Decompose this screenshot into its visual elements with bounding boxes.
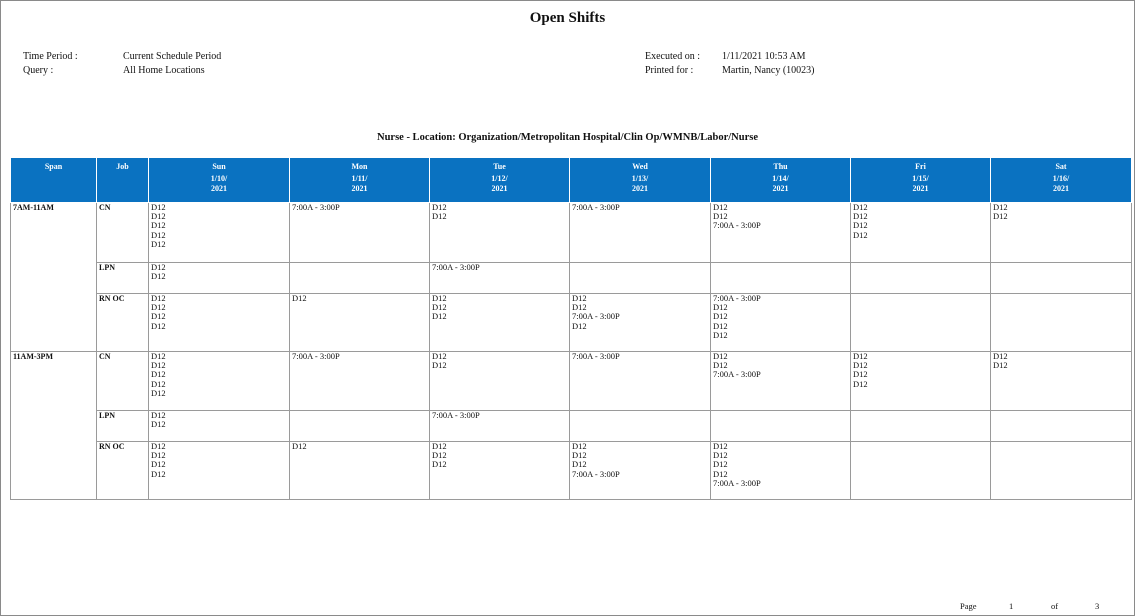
- table-row: [11, 352, 1132, 411]
- shift-entry: D12: [853, 360, 868, 371]
- shift-entry: D12: [151, 293, 166, 303]
- header-year: 2021: [632, 184, 648, 193]
- shift-entry: D12: [853, 211, 868, 222]
- shift-entry: D12: [713, 329, 728, 340]
- shift-cell: [149, 203, 290, 263]
- shift-entry: D12: [151, 441, 166, 451]
- shift-entry: D12: [432, 459, 447, 470]
- shift-cell: [851, 203, 991, 263]
- shift-entry: D12: [713, 459, 728, 470]
- shift-entry: D12: [151, 369, 166, 380]
- job-cell: RN OC: [97, 294, 149, 352]
- header-year: 2021: [912, 184, 929, 193]
- shift-entry: D12: [151, 459, 166, 470]
- header-year: 2021: [211, 184, 227, 193]
- column-header: [149, 158, 290, 203]
- table-row: [11, 294, 1132, 352]
- job-cell: CN: [97, 203, 149, 263]
- query-value: All Home Locations: [123, 65, 205, 76]
- column-header: [430, 158, 570, 203]
- shift-cell: [991, 411, 1132, 442]
- shift-entry: D12: [713, 202, 728, 212]
- span-cell: 11AM-3PM: [11, 352, 97, 500]
- job-cell: LPN: [97, 263, 149, 294]
- shift-cell: [711, 411, 851, 442]
- shift-cell: [149, 352, 290, 411]
- shift-entry: D12: [151, 351, 166, 361]
- job-cell: CN: [97, 352, 149, 411]
- header-day: Thu: [773, 162, 788, 171]
- executed-value: 1/11/2021 10:53 AM: [722, 51, 806, 62]
- shift-cell: [991, 203, 1132, 263]
- shift-cell: [711, 352, 851, 411]
- shift-cell: [290, 263, 430, 294]
- shift-cell: [430, 203, 570, 263]
- shift-cell: [290, 411, 430, 442]
- shift-entry: D12: [151, 410, 166, 420]
- header-date: 1/11/: [351, 174, 368, 183]
- shift-cell: [290, 352, 430, 411]
- shift-entry: D12: [151, 320, 166, 331]
- shift-entry: D12: [432, 302, 447, 313]
- shift-cell: [851, 294, 991, 352]
- shift-cell: [290, 442, 430, 500]
- column-header: [290, 158, 430, 203]
- shift-entry: D12: [151, 262, 166, 272]
- printed-value: Martin, Nancy (10023): [722, 65, 815, 76]
- shift-entry: D12: [853, 202, 868, 212]
- shift-entry: D12: [292, 441, 307, 451]
- shift-entry: D12: [432, 450, 447, 461]
- shift-entry: D12: [151, 220, 166, 231]
- shift-cell: [570, 352, 711, 411]
- shift-cell: [711, 294, 851, 352]
- shift-cell: [430, 294, 570, 352]
- shift-entry: D12: [151, 202, 166, 212]
- shift-entry: D12: [432, 293, 447, 303]
- shift-entry: D12: [713, 320, 728, 331]
- header-date: 1/12/: [491, 174, 508, 183]
- table-body: [11, 203, 1132, 500]
- printed-label: Printed for :: [645, 65, 694, 76]
- shift-cell: [149, 411, 290, 442]
- shift-cell: [430, 263, 570, 294]
- shift-entry: 7:00A - 3:00P: [572, 468, 620, 479]
- shift-entry: D12: [151, 468, 166, 479]
- header-day: Sun: [212, 162, 226, 171]
- time-period-label: Time Period :: [23, 51, 78, 62]
- shift-entry: 7:00A - 3:00P: [572, 351, 620, 361]
- shift-cell: [430, 442, 570, 500]
- shift-entry: D12: [572, 320, 587, 331]
- header-day: Wed: [632, 162, 648, 171]
- shift-entry: D12: [432, 211, 447, 222]
- header-day: Mon: [351, 162, 368, 171]
- shift-entry: 7:00A - 3:00P: [713, 220, 761, 231]
- shift-entry: D12: [572, 450, 587, 461]
- shift-cell: [430, 352, 570, 411]
- column-header: [711, 158, 851, 203]
- shift-entry: D12: [432, 311, 447, 322]
- shift-cell: [851, 442, 991, 500]
- shift-cell: [570, 411, 711, 442]
- shift-entry: 7:00A - 3:00P: [572, 202, 620, 212]
- of-label: of: [1051, 601, 1059, 611]
- header-date: 1/14/: [772, 174, 789, 183]
- shift-entry: D12: [432, 441, 447, 451]
- shift-entry: D12: [853, 220, 868, 231]
- shift-entry: D12: [993, 351, 1008, 361]
- header-day: Job: [116, 162, 129, 171]
- shift-entry: D12: [151, 271, 166, 282]
- shift-cell: [290, 294, 430, 352]
- header-year: 2021: [491, 184, 508, 193]
- shift-entry: D12: [151, 378, 166, 389]
- query-label: Query :: [23, 65, 54, 76]
- shift-entry: D12: [151, 238, 166, 249]
- shift-entry: D12: [432, 202, 447, 212]
- header-year: 2021: [772, 184, 789, 193]
- header-date: 1/10/: [210, 174, 228, 183]
- shift-cell: [851, 263, 991, 294]
- shift-cell: [570, 442, 711, 500]
- shift-entry: D12: [432, 351, 447, 361]
- time-period-value: Current Schedule Period: [123, 51, 222, 62]
- shift-entry: 7:00A - 3:00P: [713, 293, 761, 303]
- shift-entry: D12: [151, 450, 166, 461]
- shift-entry: D12: [713, 360, 728, 371]
- report-meta-right: [645, 50, 814, 78]
- table-header-row: [11, 158, 1132, 203]
- header-date: 1/13/: [631, 174, 649, 183]
- shift-entry: D12: [572, 293, 587, 303]
- shift-entry: 7:00A - 3:00P: [713, 369, 761, 380]
- report-meta-left: [23, 50, 221, 78]
- shift-cell: [711, 442, 851, 500]
- header-year: 2021: [351, 184, 368, 193]
- shift-cell: [851, 352, 991, 411]
- location-subtitle: Nurse - Location: Organization/Metropolitan Hospital/Clin Op/WMNB/Labor/Nurse: [376, 132, 758, 143]
- shift-cell: [570, 203, 711, 263]
- shift-cell: [290, 203, 430, 263]
- shift-entry: D12: [993, 360, 1008, 371]
- header-date: 1/15/: [912, 174, 929, 183]
- table-row: [11, 203, 1132, 263]
- open-shifts-table: [10, 157, 1132, 500]
- shift-entry: D12: [713, 311, 728, 322]
- shift-entry: D12: [713, 211, 728, 222]
- shift-cell: [991, 352, 1132, 411]
- header-year: 2021: [1053, 184, 1069, 193]
- shift-entry: D12: [993, 202, 1008, 212]
- shift-entry: D12: [432, 360, 447, 371]
- job-cell: RN OC: [97, 442, 149, 500]
- header-day: Sat: [1055, 162, 1067, 171]
- shift-entry: D12: [151, 211, 166, 222]
- header-day: Span: [44, 162, 63, 171]
- table-row: [11, 411, 1132, 442]
- shift-entry: 7:00A - 3:00P: [292, 202, 340, 212]
- shift-cell: [991, 263, 1132, 294]
- shift-cell: [149, 263, 290, 294]
- column-header: [11, 158, 97, 203]
- shift-entry: D12: [151, 387, 166, 398]
- header-date: 1/16/: [1052, 174, 1070, 183]
- shift-entry: D12: [713, 351, 728, 361]
- page-number: 1: [1009, 601, 1014, 611]
- shift-cell: [711, 263, 851, 294]
- shift-entry: D12: [853, 351, 868, 361]
- shift-cell: [851, 411, 991, 442]
- page-label: Page: [960, 601, 977, 611]
- shift-cell: [991, 442, 1132, 500]
- shift-entry: D12: [713, 441, 728, 451]
- column-header: [570, 158, 711, 203]
- span-cell: 7AM-11AM: [11, 203, 97, 352]
- shift-entry: D12: [853, 369, 868, 380]
- shift-entry: 7:00A - 3:00P: [572, 311, 620, 322]
- table-row: [11, 442, 1132, 500]
- total-pages: 3: [1095, 601, 1100, 611]
- shift-entry: 7:00A - 3:00P: [292, 351, 340, 361]
- header-day: Fri: [915, 162, 926, 171]
- column-header: [851, 158, 991, 203]
- shift-entry: D12: [151, 302, 166, 313]
- shift-entry: D12: [151, 419, 166, 430]
- shift-entry: D12: [713, 450, 728, 461]
- shift-entry: 7:00A - 3:00P: [713, 477, 761, 488]
- shift-cell: [149, 294, 290, 352]
- shift-entry: 7:00A - 3:00P: [432, 410, 480, 420]
- shift-cell: [430, 411, 570, 442]
- job-cell: LPN: [97, 411, 149, 442]
- shift-entry: 7:00A - 3:00P: [432, 262, 480, 272]
- column-header: [97, 158, 149, 203]
- shift-cell: [711, 203, 851, 263]
- shift-entry: D12: [853, 229, 868, 240]
- shift-cell: [570, 263, 711, 294]
- shift-entry: D12: [572, 459, 587, 470]
- shift-cell: [991, 294, 1132, 352]
- shift-entry: D12: [572, 441, 587, 451]
- shift-entry: D12: [151, 360, 166, 371]
- shift-entry: D12: [151, 311, 166, 322]
- table-row: [11, 263, 1132, 294]
- shift-cell: [570, 294, 711, 352]
- shift-entry: D12: [292, 293, 307, 303]
- shift-entry: D12: [713, 302, 728, 313]
- shift-cell: [149, 442, 290, 500]
- executed-label: Executed on :: [645, 51, 700, 62]
- header-day: Tue: [493, 162, 506, 171]
- shift-entry: D12: [993, 211, 1008, 222]
- column-header: [991, 158, 1132, 203]
- report-title: Open Shifts: [529, 10, 606, 26]
- shift-entry: D12: [713, 468, 728, 479]
- shift-entry: D12: [853, 378, 868, 389]
- shift-entry: D12: [572, 302, 587, 313]
- shift-entry: D12: [151, 229, 166, 240]
